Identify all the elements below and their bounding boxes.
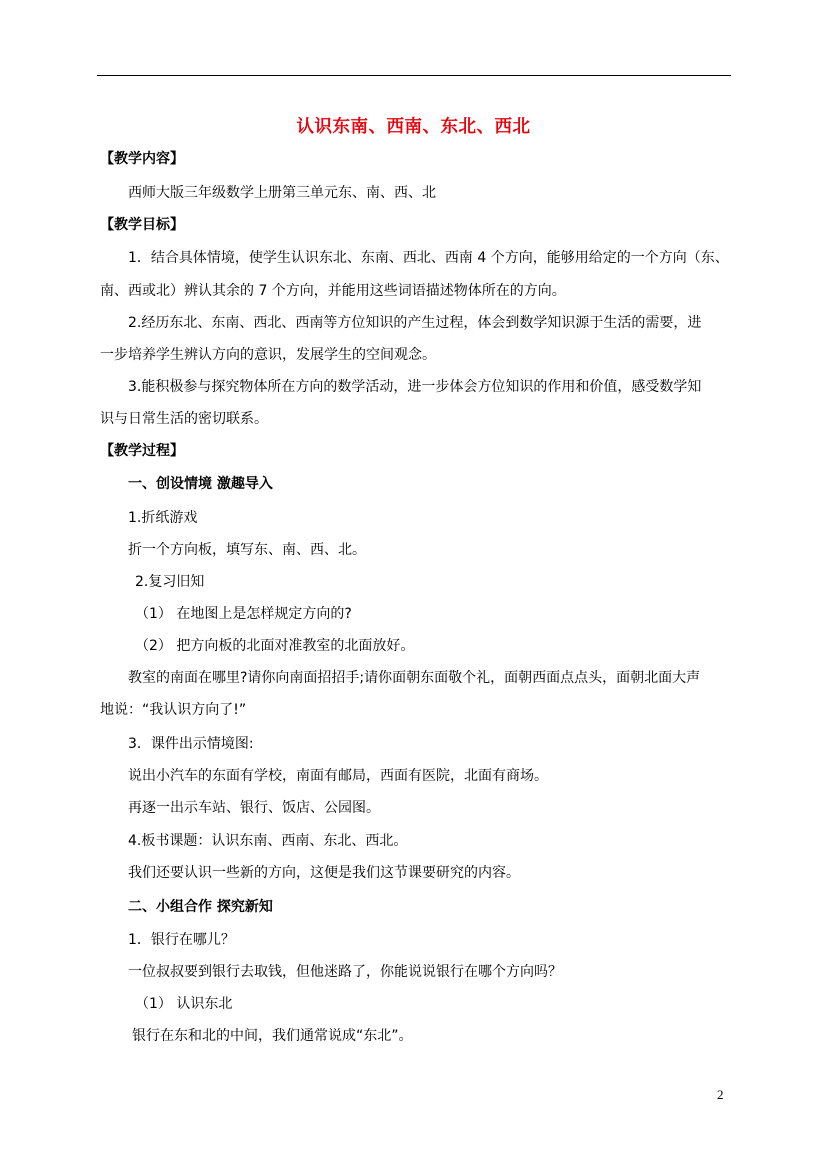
paragraph-line: 折一个方向板，填写东、南、西、北。 [128,542,366,558]
section-heading-goals: 【教学目标】 [100,217,184,233]
paragraph-line: 西师大版三年级数学上册第三单元东、南、西、北 [128,185,436,201]
paragraph-line: 2.复习旧知 [135,574,205,590]
paragraph-line: 识与日常生活的密切联系。 [100,411,268,427]
paragraph-line: 教室的南面在哪里?请你向南面招招手;请你面朝东面敬个礼，面朝西面点点头，面朝北面大声 [128,670,701,686]
paragraph-line: 一步培养学生辨认方向的意识，发展学生的空间观念。 [100,347,436,363]
list-item: （2） 把方向板的北面对准教室的北面放好。 [135,638,415,654]
paragraph-line: 地说：“我认识方向了!” [100,702,247,718]
paragraph-line: 再逐一出示车站、银行、饭店、公园图。 [128,800,380,816]
paragraph-line: 南、西或北）辨认其余的 7 个方向，并能用这些词语描述物体所在的方向。 [100,283,566,299]
paragraph-line: 说出小汽车的东面有学校，南面有邮局，西面有医院，北面有商场。 [128,768,548,784]
subsection-heading: 二、小组合作 探究新知 [128,899,273,915]
paragraph-line: 银行在东和北的中间，我们通常说成“东北”。 [132,1028,413,1044]
paragraph-line: 一位叔叔要到银行去取钱，但他迷路了，你能说说银行在哪个方向吗？ [128,964,562,980]
paragraph-line: 1．结合具体情境，使学生认识东北、东南、西北、西南 4 个方向，能够用给定的一个方向（东、 [128,250,729,266]
subsection-heading: 一、创设情境 激趣导入 [128,476,273,492]
section-heading-content: 【教学内容】 [100,151,184,167]
paragraph-line: 1.折纸游戏 [128,510,198,526]
document-title: 认识东南、西南、东北、西北 [296,117,531,137]
list-item: （1） 认识东北 [135,996,233,1012]
paragraph-line: 2.经历东北、东南、西北、西南等方位知识的产生过程，体会到数学知识源于生活的需要，进 [128,315,702,331]
section-heading-process: 【教学过程】 [100,443,184,459]
paragraph-line: 3．课件出示情境图: [128,736,254,752]
paragraph-line: 4.板书课题：认识东南、西南、东北、西北。 [128,833,408,849]
page-number: 2 [717,1087,724,1102]
header-rule [97,75,731,76]
paragraph-line: 1．银行在哪儿？ [128,932,235,948]
paragraph-line: 3.能积极参与探究物体所在方向的数学活动，进一步体会方位知识的作用和价值，感受数学知 [128,379,702,395]
list-item: （1） 在地图上是怎样规定方向的? [135,606,352,622]
paragraph-line: 我们还要认识一些新的方向，这便是我们这节课要研究的内容。 [128,865,520,881]
